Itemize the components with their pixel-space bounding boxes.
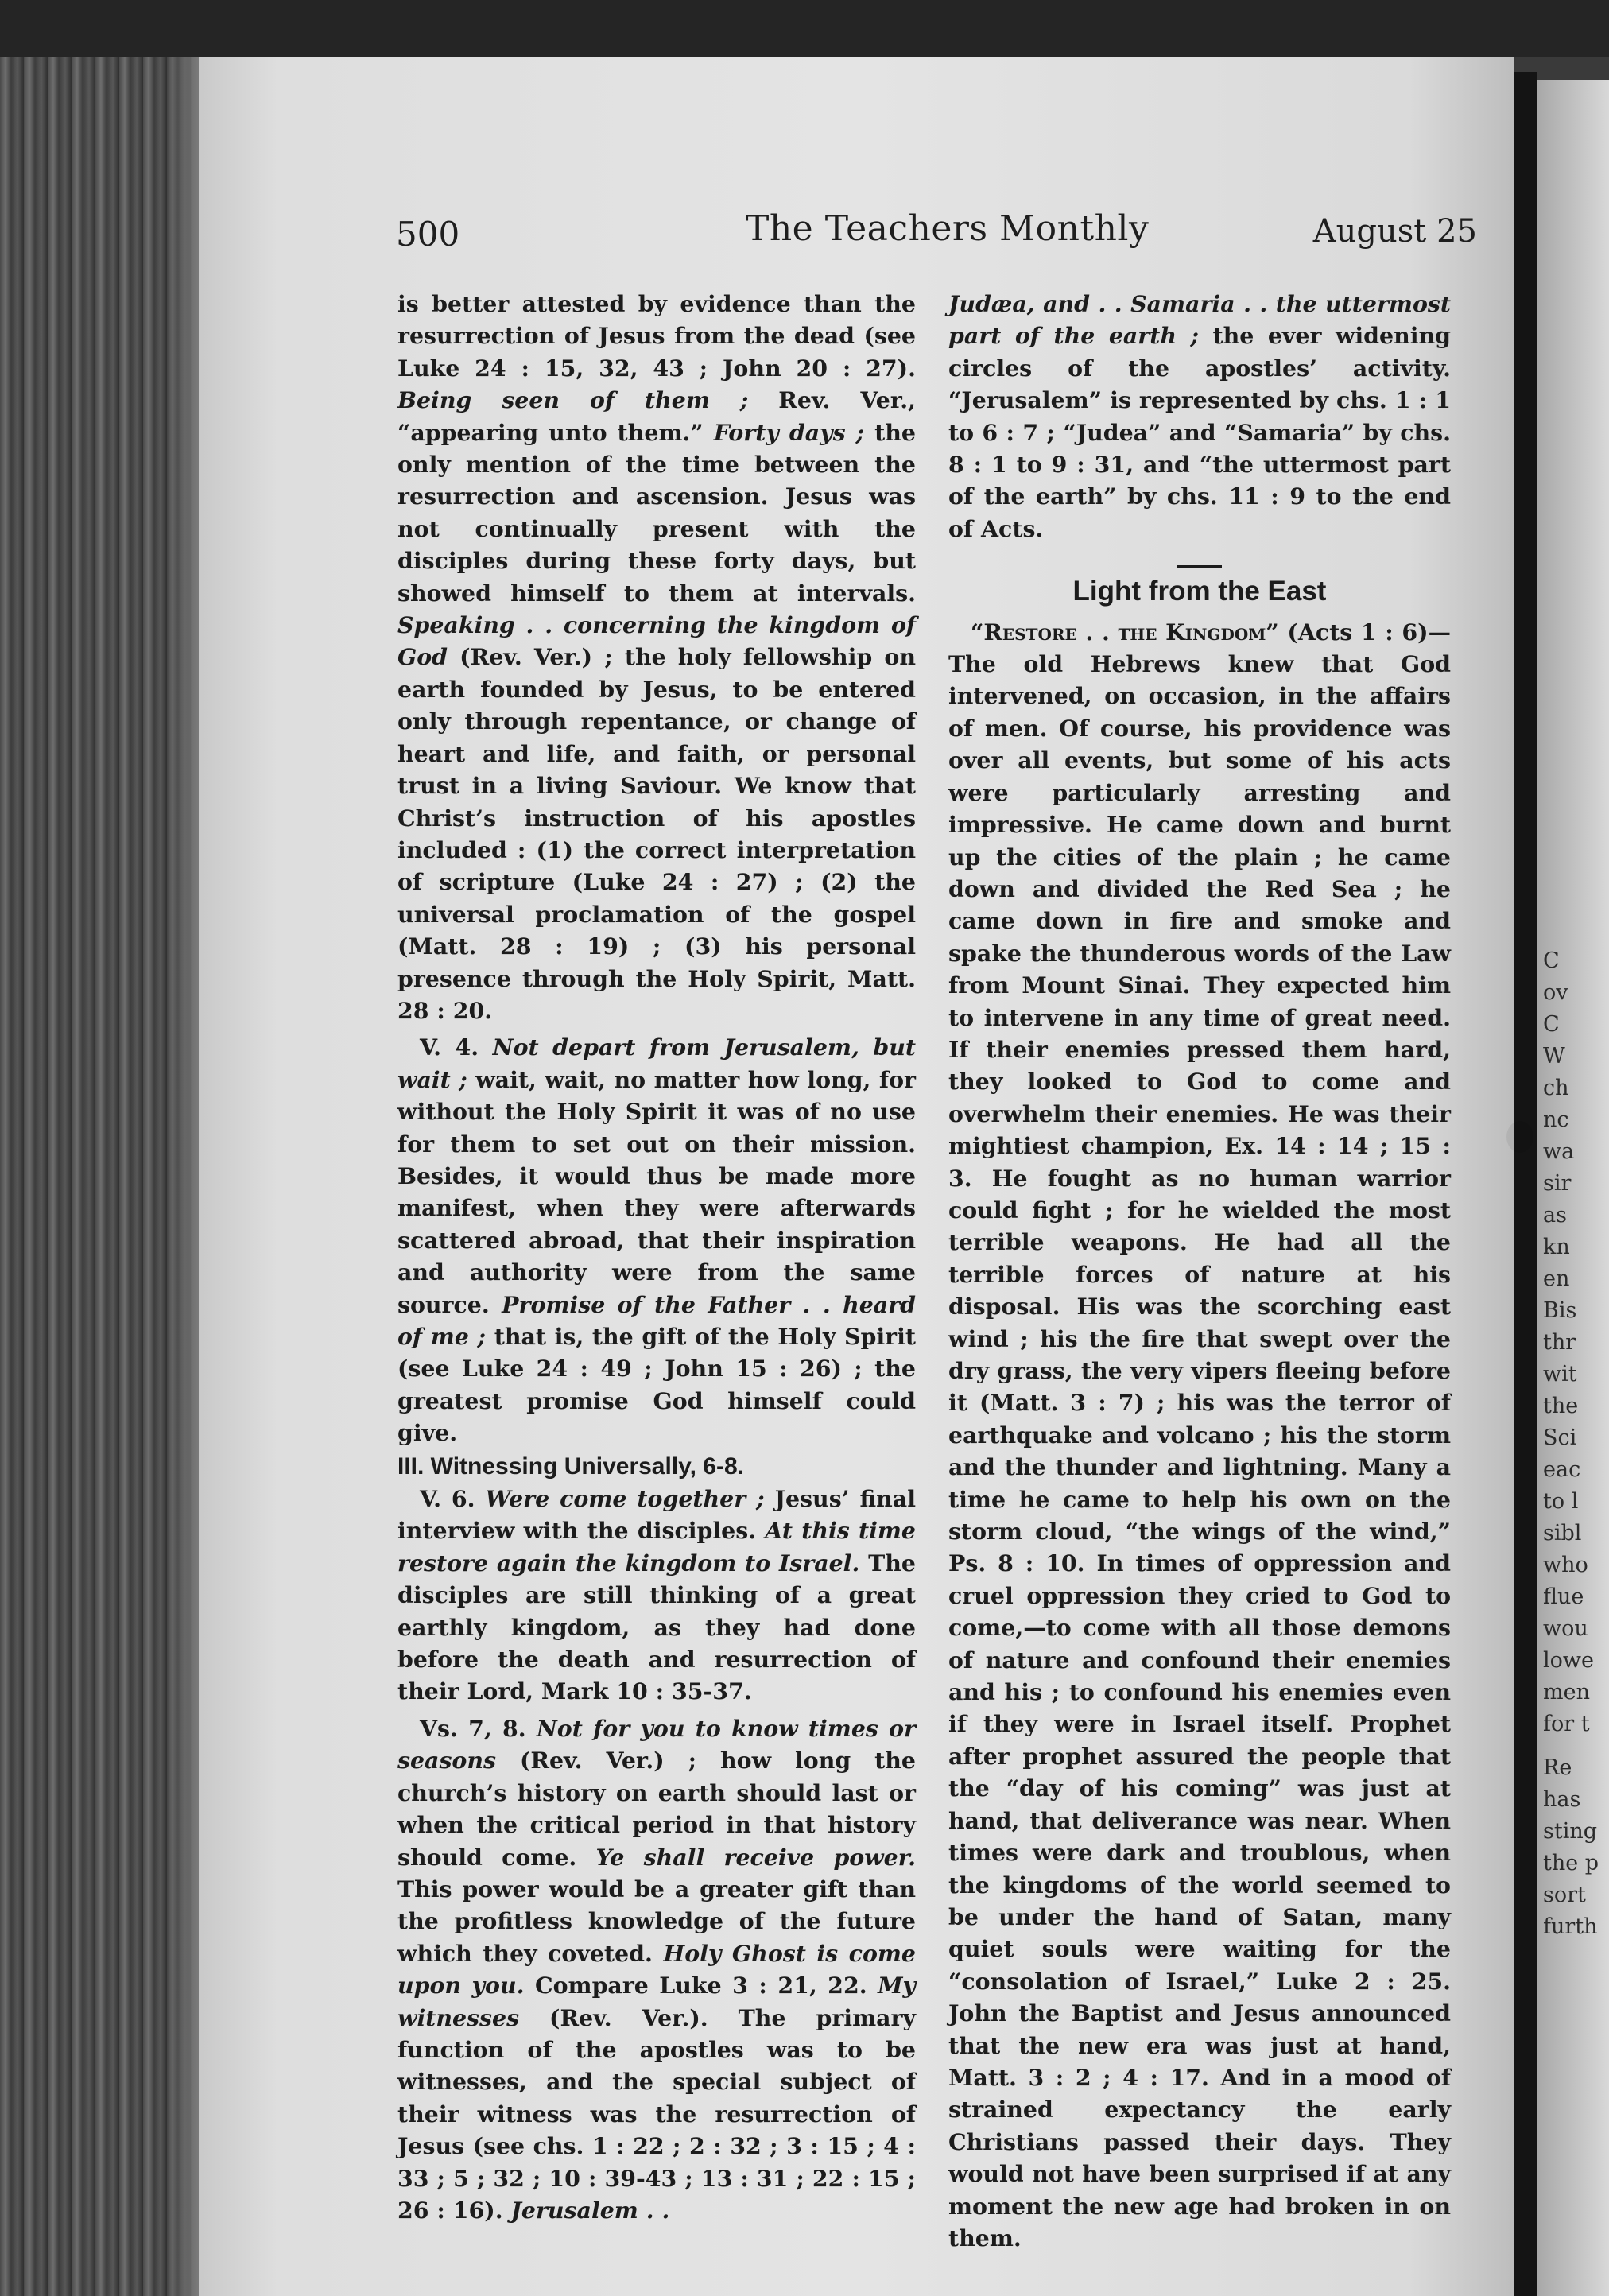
small-caps-term: “Restore . . the Kingdom” (971, 618, 1279, 646)
next-page-fragment: C (1543, 1012, 1560, 1037)
next-page-fragment: nc (1543, 1107, 1569, 1132)
next-page-fragment: who (1543, 1553, 1588, 1577)
next-page-fragment: wa (1543, 1139, 1575, 1164)
italic-term: Judæa, and . . Samaria . . the uttermost part of the earth ; (948, 290, 1451, 350)
top-shadow-band (0, 0, 1609, 57)
italic-term: Promise of the Father . . heard of me ; (397, 1290, 916, 1350)
next-page-fragment: kn (1543, 1235, 1570, 1259)
text-run: (Rev. Ver.) ; the holy fellowship on earth founded by Jesus, to be entered only through repentance, or change of heart and life, and faith, or personal trust in a living Saviour. We know that Christ’s instruction of his apostles included : (1) the correct interpretation of scripture (Luke 24 : 27) ; (2) the universal proclamation of the gospel (Matt. 28 : 19) ; (3) his personal presence through the Holy Spirit, Matt. 28 : 20. (397, 643, 916, 1024)
next-page-fragment: for t (1543, 1712, 1590, 1736)
paragraph (397, 1483, 916, 1708)
section-heading: III. Witnessing Universally, 6-8. (397, 1452, 744, 1480)
text-run: is better attested by evidence than the resurrection of Jesus from the dead (see Luke 24 : 15, 32, 43 ; John 20 : 27). (397, 290, 916, 382)
italic-term: Being seen of them ; (397, 386, 749, 414)
italic-term: Were come together ; (485, 1485, 765, 1513)
text-run: (Rev. Ver.) ; how long the church’s history on earth should last or when the critical period in that history should come. (397, 1747, 916, 1871)
text-run: V. 4. (420, 1034, 493, 1061)
right-column (948, 288, 1451, 2254)
next-page-fragment: ch (1543, 1076, 1569, 1100)
italic-term: Ye shall receive power. (595, 1843, 916, 1871)
next-page-sliver (1537, 80, 1609, 2296)
next-page-fragment: sort (1543, 1883, 1586, 1907)
section-divider (1177, 565, 1222, 568)
next-page-fragment: flue (1543, 1584, 1584, 1609)
text-run: wait, wait, no matter how long, for without the Holy Spirit it was of no use for them to set out on their mission. Besides, it would thus be made more manifest, when they were afterwards scattered abroad, that their inspiration and authority were from the same source. (397, 1065, 916, 1318)
book-edge-left (0, 0, 199, 2296)
paragraph (948, 616, 1451, 2255)
next-page-fragment: the p (1543, 1851, 1599, 1875)
next-page-fragment: sir (1543, 1171, 1572, 1196)
text-run: that is, the gift of the Holy Spirit (see Luke 24 : 49 ; John 15 : 26) ; the greatest promise God himself could give. (397, 1323, 916, 1447)
page-gutter (1514, 72, 1537, 2296)
next-page-fragment: C (1543, 948, 1560, 973)
text-run: Vs. 7, 8. (420, 1714, 537, 1742)
text-run: the ever widening circles of the apostles’ activity. “Jerusalem” is represented by chs. 1 : 1 to 6 : 7 ; “Judea” and “Samaria” by chs. 8 : 1 to 9 : 31, and “the uttermost part of the earth” by chs. 11 : 9 to the end of Acts. (948, 322, 1451, 542)
italic-term: My witnesses (397, 1972, 916, 2031)
paper-stain (1506, 1121, 1533, 1153)
text-run: (Acts 1 : 6)—The old Hebrews knew that God intervened, on occasion, in the affairs of men. Of course, his providence was over all events, but some of his acts were particularly arresting and impressive. He came down and burnt up the cities of the plain ; he came down and divided the Red Sea ; he came down in fire and smoke and spake the thunderous words of the Law from Mount Sinai. They expected him to intervene in any time of great need. If their enemies pressed them hard, they looked to God to come and overwhelm their enemies. He was their mightiest champion, Ex. 14 : 14 ; 15 : 3. He fought as no human warrior could fight ; for he wielded the most terrible weapons. He had all the terrible forces of nature at his disposal. His was the scorching east wind ; his the fire that swept over the dry grass, the very vipers fleeing before it (Matt. 3 : 7) ; his was the terror of earthquake and volcano ; his the storm and the thunder and lightning. Many a time he came to help his own on the storm cloud, “the wings of the wind,” Ps. 8 : 10. In times of oppression and cruel oppression they cried to God to come,—to come with all those demons of nature and confound their enemies and his ; to confound his enemies even if they were in Israel itself. Prophet after prophet assured the people that the “day of his coming” was just at hand, that deliverance was near. When times were dark and troublous, when the kingdoms of the world seemed to be under the hand of Satan, many quiet souls were waiting for the “consolation of Israel,” Luke 2 : 25. John the Baptist and Jesus announced that the new era was just at hand, Matt. 3 : 2 ; 4 : 17. And in a mood of strained expectancy the early Christians passed their days. They would not have been surprised if at any moment the new age had broken in on them. (948, 618, 1451, 2251)
next-page-fragment: furth (1543, 1914, 1598, 1939)
next-page-fragment: Sci (1543, 1425, 1577, 1450)
next-page-fragment: Re (1543, 1755, 1572, 1780)
italic-term: Not for you to know times or seasons (397, 1714, 917, 1774)
italic-term: Not depart from Jerusalem, but wait ; (397, 1034, 916, 1093)
paragraph (397, 1712, 916, 2227)
paragraph (397, 1031, 916, 1449)
italic-term: Jerusalem . . (510, 2196, 670, 2224)
next-page-fragment: men (1543, 1680, 1590, 1705)
italic-term: Forty days ; (713, 418, 865, 446)
text-run: the only mention of the time between the resurrection and ascension. Jesus was not continually present with the disciples during these forty days, but showed himself to them at intervals. (397, 418, 916, 607)
next-page-fragment: to l (1543, 1489, 1579, 1514)
subsection-heading: Light from the East (1072, 576, 1327, 607)
next-page-fragment: wou (1543, 1616, 1588, 1641)
next-page-fragment: sibl (1543, 1521, 1582, 1546)
next-page-fragment: Bis (1543, 1298, 1577, 1323)
text-run: This power would be a greater gift than the profitless knowledge of the future which they coveted. (397, 1875, 916, 1967)
italic-term: At this time restore again the kingdom to Israel. (397, 1517, 916, 1577)
page-number: 500 (396, 215, 460, 254)
paragraph (948, 288, 1451, 545)
next-page-fragment: eac (1543, 1457, 1581, 1482)
next-page-fragment: has (1543, 1787, 1581, 1812)
next-page-fragment: sting (1543, 1819, 1598, 1844)
next-page-fragment: as (1543, 1203, 1567, 1228)
text-run: Compare Luke 3 : 21, 22. (524, 1972, 878, 1999)
italic-term: Speaking . . concerning the kingdom of God (397, 611, 916, 671)
journal-title: The Teachers Monthly (746, 208, 1150, 249)
issue-date: August 25 (1312, 213, 1477, 250)
next-page-fragment: lowe (1543, 1648, 1594, 1673)
next-page-fragment: en (1543, 1266, 1570, 1291)
next-page-fragment: thr (1543, 1330, 1576, 1355)
next-page-fragment: wit (1543, 1362, 1577, 1387)
text-run: The disciples are still thinking of a great earthly kingdom, as they had done before the death and resurrection of their Lord, Mark 10 : 35-37. (397, 1549, 916, 1705)
italic-term: Holy Ghost is come upon you. (397, 1939, 916, 1999)
text-run: V. 6. (420, 1485, 486, 1513)
text-run: Jesus’ final interview with the disciples. (397, 1485, 916, 1545)
text-run: Rev. Ver., “appearing unto them.” (397, 386, 916, 446)
next-page-fragment: W (1543, 1044, 1565, 1068)
left-column (397, 288, 916, 2226)
next-page-fragment: the (1543, 1394, 1579, 1418)
paragraph (397, 288, 916, 1026)
text-run: (Rev. Ver.). The primary function of the apostles was to be witnesses, and the special subject of their witness was the resurrection of Jesus (see chs. 1 : 22 ; 2 : 32 ; 3 : 15 ; 4 : 33 ; 5 ; 32 ; 10 : 39-43 ; 13 : 31 ; 22 : 15 ; 26 : 16). (397, 2003, 916, 2224)
running-head (396, 208, 1477, 256)
next-page-fragment: ov (1543, 980, 1568, 1005)
